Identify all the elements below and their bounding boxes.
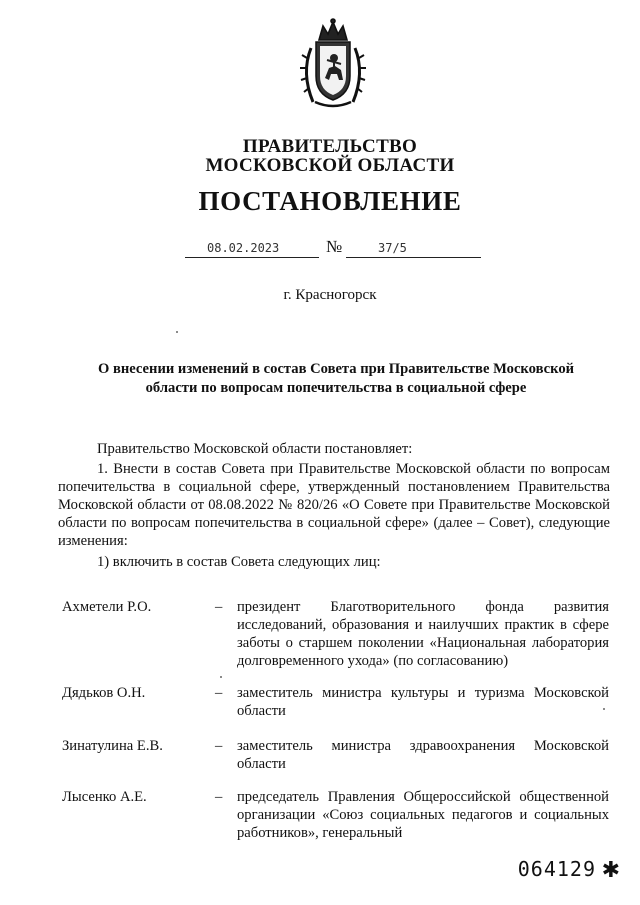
decree-number: 37/5	[378, 241, 407, 255]
decree-title: ПОСТАНОВЛЕНИЕ	[198, 186, 462, 216]
member-name: Лысенко А.Е.	[62, 789, 147, 805]
member-position: президент Благотворительного фонда развития исследований, образования и наилучших практик в сфере заботы о старшем поколении «Национальная лаборатория долговременного ухода» (по согласованию)	[237, 599, 609, 669]
government-name-line1: ПРАВИТЕЛЬСТВО	[242, 136, 418, 157]
member-name: Ахметели Р.О.	[62, 599, 152, 615]
member-position: заместитель министра здравоохранения Московской области	[237, 738, 609, 772]
government-name-line2: МОСКОВСКОЙ ОБЛАСТИ	[205, 155, 455, 176]
intro-paragraph: Правительство Московской области постановляет:	[97, 441, 413, 457]
scan-speck	[220, 676, 222, 678]
member-name: Дядьков О.Н.	[62, 685, 146, 701]
member-position: председатель Правления Общероссийской общественной организации «Союз социальных педагогов и социальных работников», генеральный	[237, 789, 609, 841]
number-sign: №	[326, 237, 343, 256]
member-position: заместитель министра культуры и туризма Московской области	[237, 685, 609, 719]
member-dash: –	[215, 789, 223, 805]
date-underline	[185, 257, 319, 258]
city: г. Красногорск	[283, 287, 377, 303]
point-1-paragraph: 1. Внести в состав Совета при Правительстве Московской области по вопросам попечительства в социальной сфере, утвержденный постановлением Правительства Московской области от 08.08.2022 № 820/26 «О Совете при Правительстве Московской области по вопросам попечительства в социальной сфере» (далее – Совет), следующие изменения:	[58, 461, 610, 549]
decree-subject: О внесении изменений в состав Совета при Правительстве Московской области по вопросам попечительства в социальной сфере	[97, 361, 575, 396]
member-dash: –	[215, 685, 223, 701]
member-dash: –	[215, 738, 223, 754]
form-serial-number: 064129	[517, 857, 596, 881]
number-underline	[346, 257, 481, 258]
subpoint-1-paragraph: 1) включить в состав Совета следующих лиц:	[97, 554, 381, 570]
scan-speck	[176, 331, 178, 333]
coat-of-arms-icon	[297, 18, 369, 110]
member-dash: –	[215, 599, 223, 615]
scan-speck	[603, 708, 605, 710]
asterisk-icon: ✱	[601, 857, 620, 882]
decree-date: 08.02.2023	[207, 241, 280, 255]
member-name: Зинатулина Е.В.	[62, 738, 163, 754]
